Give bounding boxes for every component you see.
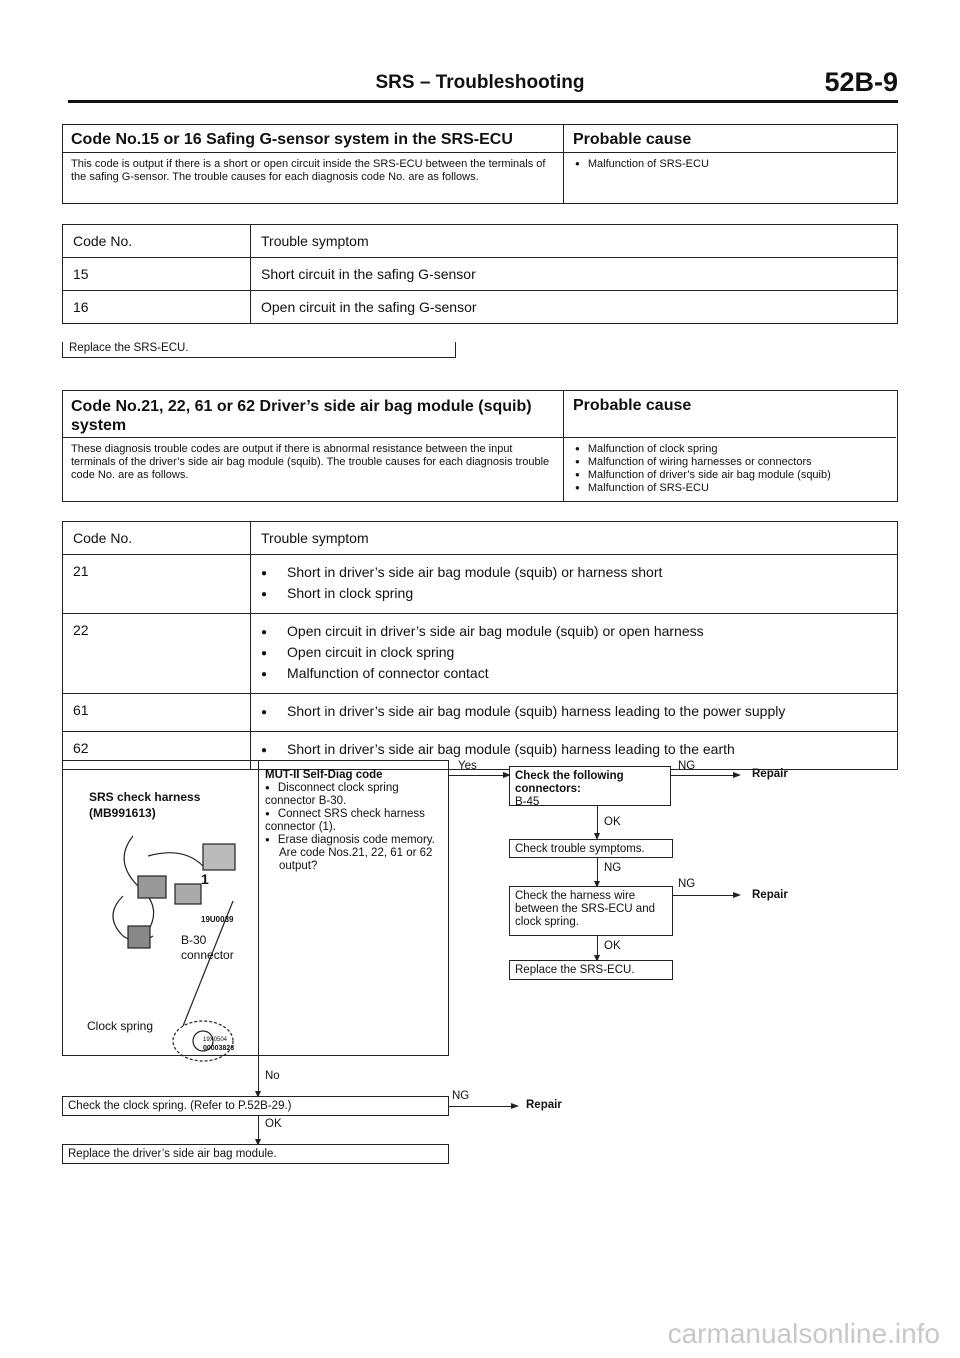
repair-2: Repair: [752, 889, 788, 901]
section1-cause-list: [575, 158, 885, 171]
harness-cable: [148, 853, 203, 866]
mut-step: ● Disconnect clock spring connector B-30.: [265, 782, 445, 808]
symptom-item: ● Open circuit in clock spring: [261, 643, 887, 664]
fig-id-1: 19U0039: [201, 915, 234, 924]
callout-1: 1: [201, 871, 209, 887]
arrow-ng-2: [597, 858, 598, 886]
table-header-row: [63, 225, 898, 258]
label-no: No: [265, 1070, 280, 1082]
check-symptoms-box: [509, 839, 673, 858]
symptom-cell: [251, 555, 898, 614]
fig-id-3: 00003823: [203, 1045, 235, 1052]
section1-header-box: [62, 124, 898, 204]
repair-1: Repair: [752, 768, 788, 780]
section1-cause-item: ● Malfunction of SRS-ECU: [575, 158, 885, 171]
table-row: [63, 258, 898, 291]
symptom-item: ● Malfunction of connector contact: [261, 664, 887, 685]
page-title: SRS – Troubleshooting: [375, 72, 585, 93]
check-harness-text: Check the harness wire between the SRS-ECU and clock spring.: [515, 890, 655, 928]
section1-title: Code No.15 or 16 Safing G-sensor system in the SRS-ECU: [71, 131, 513, 148]
label-ng-2: NG: [604, 862, 622, 874]
replace-airbag-text: Replace the driver’s side air bag module.: [68, 1148, 277, 1160]
arrow-ng-4: [449, 1106, 517, 1107]
check-harness-box: [509, 886, 673, 936]
symptom-cell: [251, 694, 898, 732]
arrow-no: [258, 1056, 259, 1096]
mut-step: ● Erase diagnosis code memory.: [265, 834, 445, 847]
section1-divider-v: [563, 125, 564, 203]
section2-probable-cause-title: Probable cause: [573, 397, 692, 414]
code-cell: 15: [63, 258, 251, 291]
label-ok-3: OK: [265, 1118, 282, 1130]
check-clock-spring-box: [62, 1096, 449, 1116]
mut-title: MUT-II Self-Diag code: [265, 769, 383, 781]
arrow-ok-2: [597, 936, 598, 960]
connector-label: B-30 connector: [181, 933, 234, 962]
harness-label: SRS check harness (MB991613): [89, 790, 201, 820]
check-connectors-box: [509, 766, 671, 806]
header-trouble-symptom: Trouble symptom: [251, 522, 898, 555]
replace-ecu-text: Replace the SRS-ECU.: [515, 964, 635, 976]
symptom-item: ● Short in driver’s side air bag module (squib) or harness short: [261, 563, 887, 584]
replace-airbag-box: [62, 1144, 449, 1164]
section2-header-box: [62, 390, 898, 502]
harness-connector: [128, 926, 150, 948]
repair-3: Repair: [526, 1099, 562, 1111]
mut-step: ● Connect SRS check harness connector (1).: [265, 808, 445, 834]
section2-cause-list: [575, 443, 893, 495]
fig-id-2: 19X0504: [203, 1037, 228, 1043]
arrow-ng-3: [673, 895, 739, 896]
harness-connector: [175, 884, 201, 904]
check-clock-spring-text: Check the clock spring. (Refer to P.52B-29.): [68, 1100, 292, 1112]
arrow-ok-1: [597, 806, 598, 838]
harness-connector: [138, 876, 166, 898]
label-yes: Yes: [458, 760, 477, 772]
header-trouble-symptom: Trouble symptom: [251, 225, 898, 258]
symptom-cell: [251, 614, 898, 694]
arrow-ng-1: [671, 775, 739, 776]
table-header-row: [63, 522, 898, 555]
mut-question: Are code Nos.21, 22, 61 or 62 output?: [279, 847, 433, 872]
replace-ecu-box: [509, 960, 673, 980]
harness-connector: [203, 844, 235, 870]
label-ok-2: OK: [604, 940, 621, 952]
section1-divider-h: [63, 152, 896, 153]
section2-title: Code No.21, 22, 61 or 62 Driver’s side air bag module (squib) system: [71, 398, 532, 434]
section2-cause-item: ● Malfunction of wiring harnesses or connectors: [575, 456, 893, 469]
section2-description: These diagnosis trouble codes are output if there is abnormal resistance between the input terminals of the driver’s side air bag module (squib). The trouble causes for each diagnosis trouble code No. are as follows.: [71, 443, 550, 481]
section1-code-table: [62, 224, 898, 324]
code-cell: 61: [63, 694, 251, 732]
symptom-item: ● Short in clock spring: [261, 584, 887, 605]
section1-probable-cause-title: Probable cause: [573, 131, 692, 148]
header-code-no: Code No.: [63, 522, 251, 555]
header-code-no: Code No.: [63, 225, 251, 258]
arrow-yes: [449, 775, 509, 776]
section2-divider-h: [63, 437, 896, 438]
mut-box-divider: [258, 761, 259, 1055]
code-cell: 62: [63, 732, 251, 770]
symptom-item: ● Short in driver’s side air bag module (squib) harness leading to the earth: [261, 740, 887, 761]
symptom-cell: Open circuit in the safing G-sensor: [251, 291, 898, 324]
code-cell: 21: [63, 555, 251, 614]
page-number: 52B-9: [824, 67, 898, 97]
clock-spring-label: Clock spring: [87, 1019, 154, 1033]
section2-cause-item: ● Malfunction of driver’s side air bag module (squib): [575, 469, 893, 482]
flowchart-main-box: [62, 760, 449, 1056]
watermark: carmanualsonline.info: [667, 1318, 940, 1349]
symptom-cell: Short circuit in the safing G-sensor: [251, 258, 898, 291]
label-ng-1: NG: [678, 760, 696, 772]
check-connectors-item: B-45: [515, 796, 540, 808]
section1-description: This code is output if there is a short or open circuit inside the SRS-ECU between the terminals of the safing G-sensor. The trouble causes for each diagnosis code No. are as follows.: [71, 158, 546, 183]
check-symptoms-text: Check trouble symptoms.: [515, 843, 645, 855]
label-ng-3: NG: [678, 878, 696, 890]
table-row: [63, 694, 898, 732]
table-row: [63, 291, 898, 324]
table-row: [63, 614, 898, 694]
section2-cause-item: ● Malfunction of clock spring: [575, 443, 893, 456]
section2-code-table: [62, 521, 898, 770]
code-cell: 16: [63, 291, 251, 324]
table-row: [63, 555, 898, 614]
check-connectors-title: Check the following connectors:: [515, 770, 624, 795]
section1-action-box: [62, 342, 456, 358]
mut-box: [265, 769, 445, 873]
header-rule: [68, 100, 898, 103]
symptom-item: ● Short in driver’s side air bag module (squib) harness leading to the power supply: [261, 702, 887, 723]
symptom-item: ● Open circuit in driver’s side air bag module (squib) or open harness: [261, 622, 887, 643]
arrow-ok-3: [258, 1116, 259, 1144]
label-ok-1: OK: [604, 816, 621, 828]
section1-action-text: Replace the SRS-ECU.: [69, 342, 189, 354]
mut-steps: [265, 782, 445, 847]
code-cell: 22: [63, 614, 251, 694]
label-ng-4: NG: [452, 1090, 470, 1102]
section2-divider-v: [563, 391, 564, 501]
section2-cause-item: ● Malfunction of SRS-ECU: [575, 482, 893, 495]
